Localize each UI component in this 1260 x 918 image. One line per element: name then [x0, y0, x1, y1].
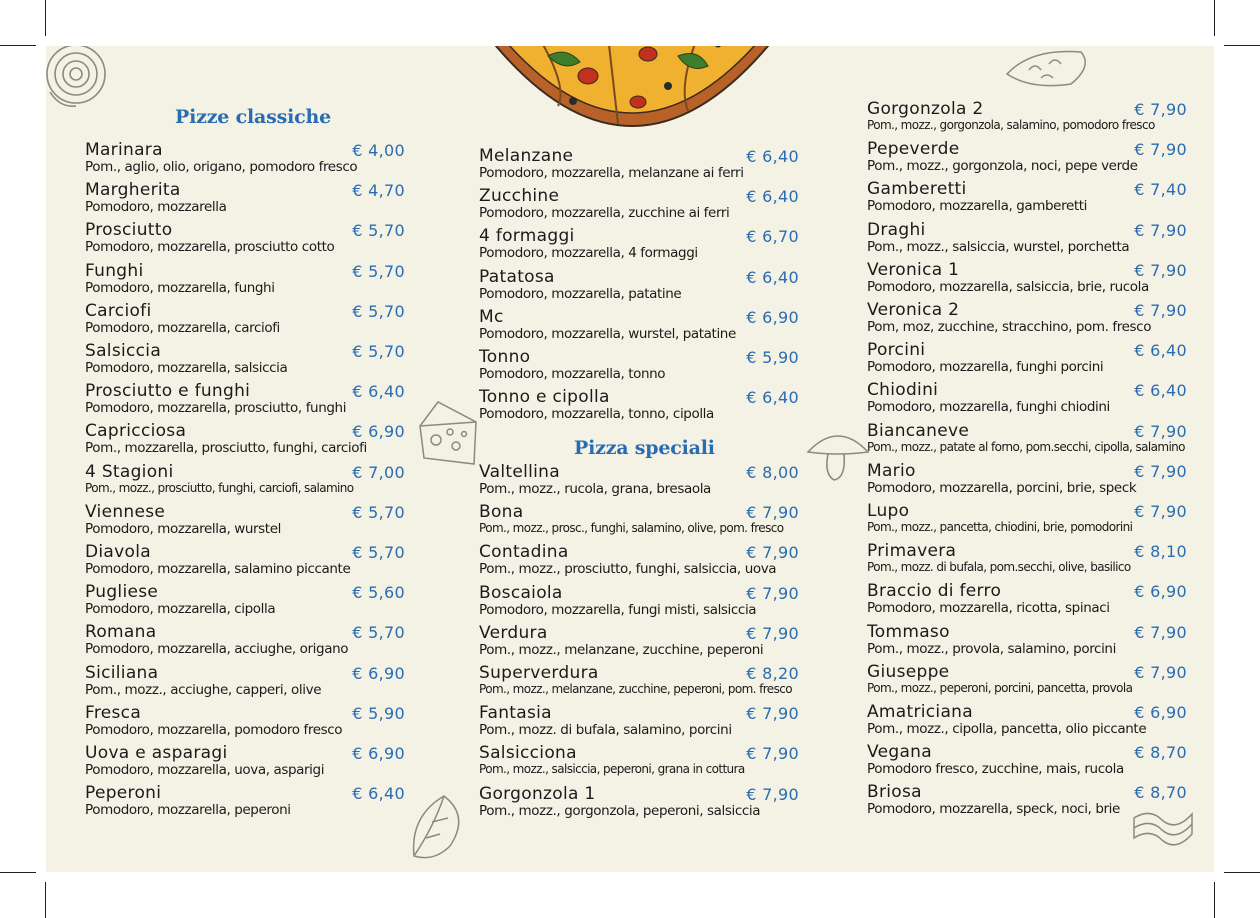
item-description: Pom., mozzarella, prosciutto, funghi, carciofi	[85, 440, 367, 457]
menu-item	[867, 622, 1187, 662]
item-description: Pomodoro, mozzarella, ricotta, spinaci	[867, 600, 1110, 617]
item-name: Vegana	[867, 742, 932, 763]
item-name: Veronica 2	[867, 300, 960, 320]
menu-item	[479, 784, 799, 824]
item-description: Pomodoro, mozzarella, porcini, brie, speck	[867, 479, 1137, 496]
menu-item	[867, 541, 1187, 581]
item-price: € 7,90	[746, 784, 799, 804]
menu-item	[479, 186, 799, 226]
item-name: Romana	[85, 622, 157, 643]
item-description: Pomodoro, mozzarella, carciofi	[85, 319, 280, 336]
item-name: Salsicciona	[479, 743, 577, 764]
menu-item	[867, 139, 1187, 179]
menu-item	[867, 782, 1187, 822]
item-name: Chiodini	[867, 380, 939, 401]
menu-item	[85, 261, 405, 301]
mushroom-icon	[804, 426, 872, 486]
item-description: Pomodoro, mozzarella	[85, 199, 227, 216]
menu-item	[479, 623, 799, 663]
item-price: € 5,70	[352, 502, 405, 522]
item-description: Pomodoro, mozzarella, pomodoro fresco	[85, 721, 343, 738]
item-price: € 6,90	[1134, 582, 1187, 602]
item-description: Pom., mozz., prosciutto, funghi, carciofi, salamino	[85, 480, 354, 495]
menu-item	[867, 300, 1187, 340]
item-description: Pomodoro, mozzarella, funghi porcini	[867, 359, 1104, 376]
item-name: Bona	[479, 502, 524, 523]
item-name: Amatriciana	[867, 702, 973, 722]
item-description: Pom., mozz., patate al forno, pom.secchi, cipolla, salamino	[867, 439, 1185, 454]
item-price: € 8,10	[1134, 542, 1187, 562]
item-name: Uova e asparagi	[85, 743, 228, 763]
tomato-slice-icon	[1001, 46, 1101, 91]
item-description: Pomodoro, mozzarella, zucchine ai ferri	[479, 205, 730, 222]
menu-item	[867, 260, 1187, 300]
item-name: Briosa	[867, 782, 922, 803]
item-description: Pom., mozz., peperoni, porcini, pancetta, provola	[867, 680, 1133, 695]
section-title-classiche: Pizze classiche	[175, 106, 331, 128]
item-description: Pom, moz, zucchine, stracchino, pom. fresco	[867, 319, 1152, 335]
item-description: Pomodoro, mozzarella, prosciutto, funghi	[85, 400, 347, 417]
item-name: Diavola	[85, 542, 151, 562]
item-name: Zucchine	[479, 186, 560, 207]
item-price: € 7,90	[1134, 220, 1187, 240]
item-description: Pomodoro, mozzarella, melanzane ai ferri	[479, 165, 744, 181]
item-price: € 8,70	[1134, 743, 1187, 763]
item-description: Pomodoro, mozzarella, 4 formaggi	[479, 245, 698, 262]
item-price: € 6,90	[352, 663, 405, 683]
item-description: Pomodoro, mozzarella, tonno, cipolla	[479, 406, 714, 423]
item-name: Fresca	[85, 702, 142, 723]
pizza-illustration	[478, 46, 786, 136]
item-description: Pom., mozz., cipolla, pancetta, olio piccante	[867, 721, 1147, 737]
item-description: Pom., mozz. di bufala, salamino, porcini	[479, 722, 732, 739]
item-name: Capricciosa	[85, 421, 187, 442]
item-name: Mc	[479, 306, 504, 327]
crop-mark	[45, 882, 46, 918]
item-name: Contadina	[479, 542, 569, 563]
item-price: € 7,90	[1134, 461, 1187, 481]
item-price: € 5,70	[352, 543, 405, 562]
menu-item	[479, 307, 799, 347]
item-name: Porcini	[867, 340, 926, 361]
cheese-icon	[414, 396, 482, 472]
item-price: € 8,00	[746, 463, 799, 482]
item-name: Salsiccia	[85, 341, 162, 361]
item-price: € 7,90	[1134, 622, 1187, 642]
item-name: Pepeverde	[867, 139, 960, 160]
item-description: Pomodoro, mozzarella, prosciutto cotto	[85, 239, 335, 256]
item-name: Viennese	[85, 501, 166, 522]
item-description: Pom., mozz., gorgonzola, peperoni, salsiccia	[479, 802, 761, 819]
item-price: € 5,70	[352, 342, 405, 361]
menu-item	[85, 341, 405, 381]
menu-item	[867, 702, 1187, 742]
item-price: € 6,90	[746, 307, 799, 327]
item-description: Pom., mozz., gorgonzola, noci, pepe verde	[867, 158, 1138, 175]
item-price: € 7,90	[746, 623, 799, 643]
menu-item	[85, 220, 405, 260]
menu-item	[85, 783, 405, 823]
menu-item	[479, 226, 799, 266]
menu-item	[867, 179, 1187, 219]
item-name: Giuseppe	[867, 661, 950, 682]
item-description: Pomodoro, mozzarella, cipolla	[85, 601, 276, 618]
item-price: € 6,40	[746, 267, 799, 287]
item-description: Pomodoro, mozzarella, speck, noci, brie	[867, 801, 1120, 818]
crop-mark	[1214, 882, 1215, 918]
item-price: € 7,90	[746, 503, 799, 523]
item-name: 4 formaggi	[479, 226, 575, 247]
item-name: Mario	[867, 460, 916, 481]
onion-slice-icon	[46, 46, 122, 126]
item-price: € 7,40	[1134, 180, 1187, 200]
item-price: € 7,90	[746, 704, 799, 724]
item-description: Pomodoro, mozzarella, funghi	[85, 279, 275, 296]
item-price: € 4,70	[352, 181, 405, 201]
item-price: € 5,70	[352, 221, 405, 241]
item-name: 4 Stagioni	[85, 461, 174, 482]
item-name: Patatosa	[479, 266, 555, 287]
item-description: Pom., mozz., salsiccia, peperoni, grana in cottura	[479, 762, 745, 777]
item-price: € 7,90	[1134, 100, 1187, 119]
item-name: Superverdura	[479, 663, 599, 683]
item-description: Pomodoro, mozzarella, tonno	[479, 366, 666, 382]
item-name: Valtellina	[479, 462, 560, 482]
menu-item	[867, 662, 1187, 702]
item-price: € 7,90	[1134, 301, 1187, 320]
menu-item	[867, 340, 1187, 380]
item-description: Pomodoro, mozzarella, salsiccia	[85, 360, 288, 376]
item-name: Margherita	[85, 180, 181, 201]
item-name: Gorgonzola 2	[867, 99, 984, 119]
crop-mark	[0, 872, 36, 873]
item-description: Pomodoro fresco, zucchine, mais, rucola	[867, 761, 1124, 778]
item-price: € 7,00	[352, 462, 405, 482]
menu-item	[85, 622, 405, 662]
item-price: € 7,90	[746, 583, 799, 603]
item-name: Boscaiola	[479, 582, 563, 603]
item-name: Lupo	[867, 501, 910, 521]
item-price: € 7,90	[1134, 502, 1187, 521]
item-description: Pom., mozz., provola, salamino, porcini	[867, 640, 1116, 657]
item-name: Braccio di ferro	[867, 581, 1002, 602]
menu-item	[85, 462, 405, 502]
item-description: Pom., mozz., prosciutto, funghi, salsiccia, uova	[479, 561, 777, 578]
menu-item	[85, 582, 405, 622]
item-price: € 6,40	[746, 187, 799, 207]
menu-item	[85, 542, 405, 582]
item-description: Pom., mozz. di bufala, pom.secchi, olive, basilico	[867, 560, 1131, 575]
item-description: Pom., mozz., salsiccia, wurstel, porchetta	[867, 238, 1130, 255]
menu-item	[867, 421, 1187, 461]
crop-mark	[0, 45, 36, 46]
item-name: Prosciutto	[85, 220, 173, 241]
menu-item	[479, 502, 799, 542]
item-price: € 8,70	[1134, 783, 1187, 803]
item-description: Pom., mozz., melanzane, zucchine, peperoni, pom. fresco	[479, 682, 792, 696]
item-name: Fantasia	[479, 703, 552, 724]
item-description: Pomodoro, mozzarella, patatine	[479, 285, 682, 302]
item-description: Pom., mozz., prosc., funghi, salamino, olive, pom. fresco	[479, 521, 784, 536]
crop-mark	[1214, 0, 1215, 36]
item-description: Pomodoro, mozzarella, wurstel, patatine	[479, 325, 736, 342]
menu-item	[479, 267, 799, 307]
item-price: € 6,40	[746, 388, 799, 408]
item-name: Biancaneve	[867, 420, 970, 441]
item-price: € 6,90	[352, 744, 405, 763]
item-price: € 6,90	[352, 422, 405, 442]
item-description: Pomodoro, mozzarella, acciughe, origano	[85, 641, 349, 658]
item-price: € 5,60	[352, 583, 405, 603]
item-price: € 6,40	[1134, 381, 1187, 401]
item-price: € 6,40	[352, 382, 405, 402]
item-price: € 5,90	[352, 703, 405, 723]
item-name: Prosciutto e funghi	[85, 381, 251, 402]
menu-item	[867, 742, 1187, 782]
item-price: € 5,70	[352, 301, 405, 321]
item-name: Carciofi	[85, 300, 152, 321]
item-price: € 6,90	[1134, 703, 1187, 722]
menu-item	[867, 380, 1187, 420]
menu-item	[85, 381, 405, 421]
section-title-speciali: Pizza speciali	[574, 437, 715, 459]
item-name: Melanzane	[479, 146, 574, 166]
item-description: Pomodoro, mozzarella, salsiccia, brie, rucola	[867, 278, 1149, 295]
menu-item	[479, 347, 799, 387]
item-price: € 6,40	[746, 147, 799, 166]
menu-item	[479, 146, 799, 186]
crop-mark	[1224, 45, 1260, 46]
item-name: Funghi	[85, 260, 144, 281]
item-price: € 7,90	[1134, 662, 1187, 682]
menu-item	[85, 743, 405, 783]
menu-item	[867, 461, 1187, 501]
menu-item	[85, 140, 405, 180]
item-name: Draghi	[867, 219, 926, 240]
menu-item	[85, 180, 405, 220]
crop-mark	[45, 0, 46, 36]
item-price: € 5,70	[352, 261, 405, 281]
item-price: € 5,90	[746, 348, 799, 367]
item-name: Tonno	[479, 347, 531, 367]
item-price: € 8,20	[746, 664, 799, 683]
item-description: Pomodoro, mozzarella, gamberetti	[867, 198, 1087, 215]
item-price: € 7,90	[746, 744, 799, 764]
menu-item	[85, 421, 405, 461]
item-description: Pom., mozz., rucola, grana, bresaola	[479, 481, 711, 497]
item-name: Veronica 1	[867, 259, 960, 280]
item-price: € 4,00	[352, 141, 405, 160]
item-description: Pomodoro, mozzarella, funghi chiodini	[867, 399, 1110, 416]
item-name: Gamberetti	[867, 179, 967, 200]
menu-item	[867, 581, 1187, 621]
item-name: Verdura	[479, 622, 548, 643]
item-description: Pomodoro, mozzarella, salamino piccante	[85, 561, 351, 577]
item-name: Primavera	[867, 541, 957, 562]
item-price: € 7,90	[1134, 140, 1187, 160]
menu-item	[479, 462, 799, 502]
item-price: € 7,90	[746, 543, 799, 563]
menu-item	[479, 387, 799, 427]
item-name: Tommaso	[867, 621, 950, 642]
item-name: Gorgonzola 1	[479, 783, 596, 804]
basil-leaf-icon	[404, 786, 476, 866]
menu-item	[85, 663, 405, 703]
menu-item	[479, 583, 799, 623]
item-price: € 5,70	[352, 623, 405, 643]
item-description: Pom., aglio, olio, origano, pomodoro fresco	[85, 159, 358, 175]
item-name: Siciliana	[85, 662, 159, 683]
menu-item	[479, 542, 799, 582]
crop-mark	[1224, 872, 1260, 873]
menu-item	[85, 703, 405, 743]
menu-item	[479, 743, 799, 783]
item-name: Peperoni	[85, 783, 162, 804]
item-price: € 6,40	[1134, 341, 1187, 361]
item-price: € 7,90	[1134, 421, 1187, 441]
menu-item	[85, 502, 405, 542]
item-description: Pom., mozz., melanzane, zucchine, peperoni	[479, 641, 764, 658]
item-name: Marinara	[85, 140, 163, 160]
menu-item	[867, 99, 1187, 139]
item-price: € 6,40	[352, 784, 405, 804]
menu-item	[867, 501, 1187, 541]
item-description: Pomodoro, mozzarella, wurstel	[85, 520, 281, 537]
item-description: Pomodoro, mozzarella, uova, asparigi	[85, 762, 325, 778]
item-price: € 6,70	[746, 227, 799, 247]
item-description: Pomodoro, mozzarella, peperoni	[85, 802, 291, 819]
item-description: Pom., mozz., acciughe, capperi, olive	[85, 681, 322, 698]
menu-item	[479, 663, 799, 703]
menu-item	[479, 703, 799, 743]
menu-item	[85, 301, 405, 341]
item-description: Pom., mozz., pancetta, chiodini, brie, pomodorini	[867, 520, 1133, 534]
menu-item	[867, 220, 1187, 260]
menu-sheet	[46, 46, 1214, 872]
item-price: € 7,90	[1134, 260, 1187, 280]
item-description: Pom., mozz., gorgonzola, salamino, pomodoro fresco	[867, 118, 1155, 132]
item-name: Pugliese	[85, 582, 159, 603]
item-description: Pomodoro, mozzarella, fungi misti, salsiccia	[479, 601, 757, 618]
item-name: Tonno e cipolla	[479, 387, 610, 408]
